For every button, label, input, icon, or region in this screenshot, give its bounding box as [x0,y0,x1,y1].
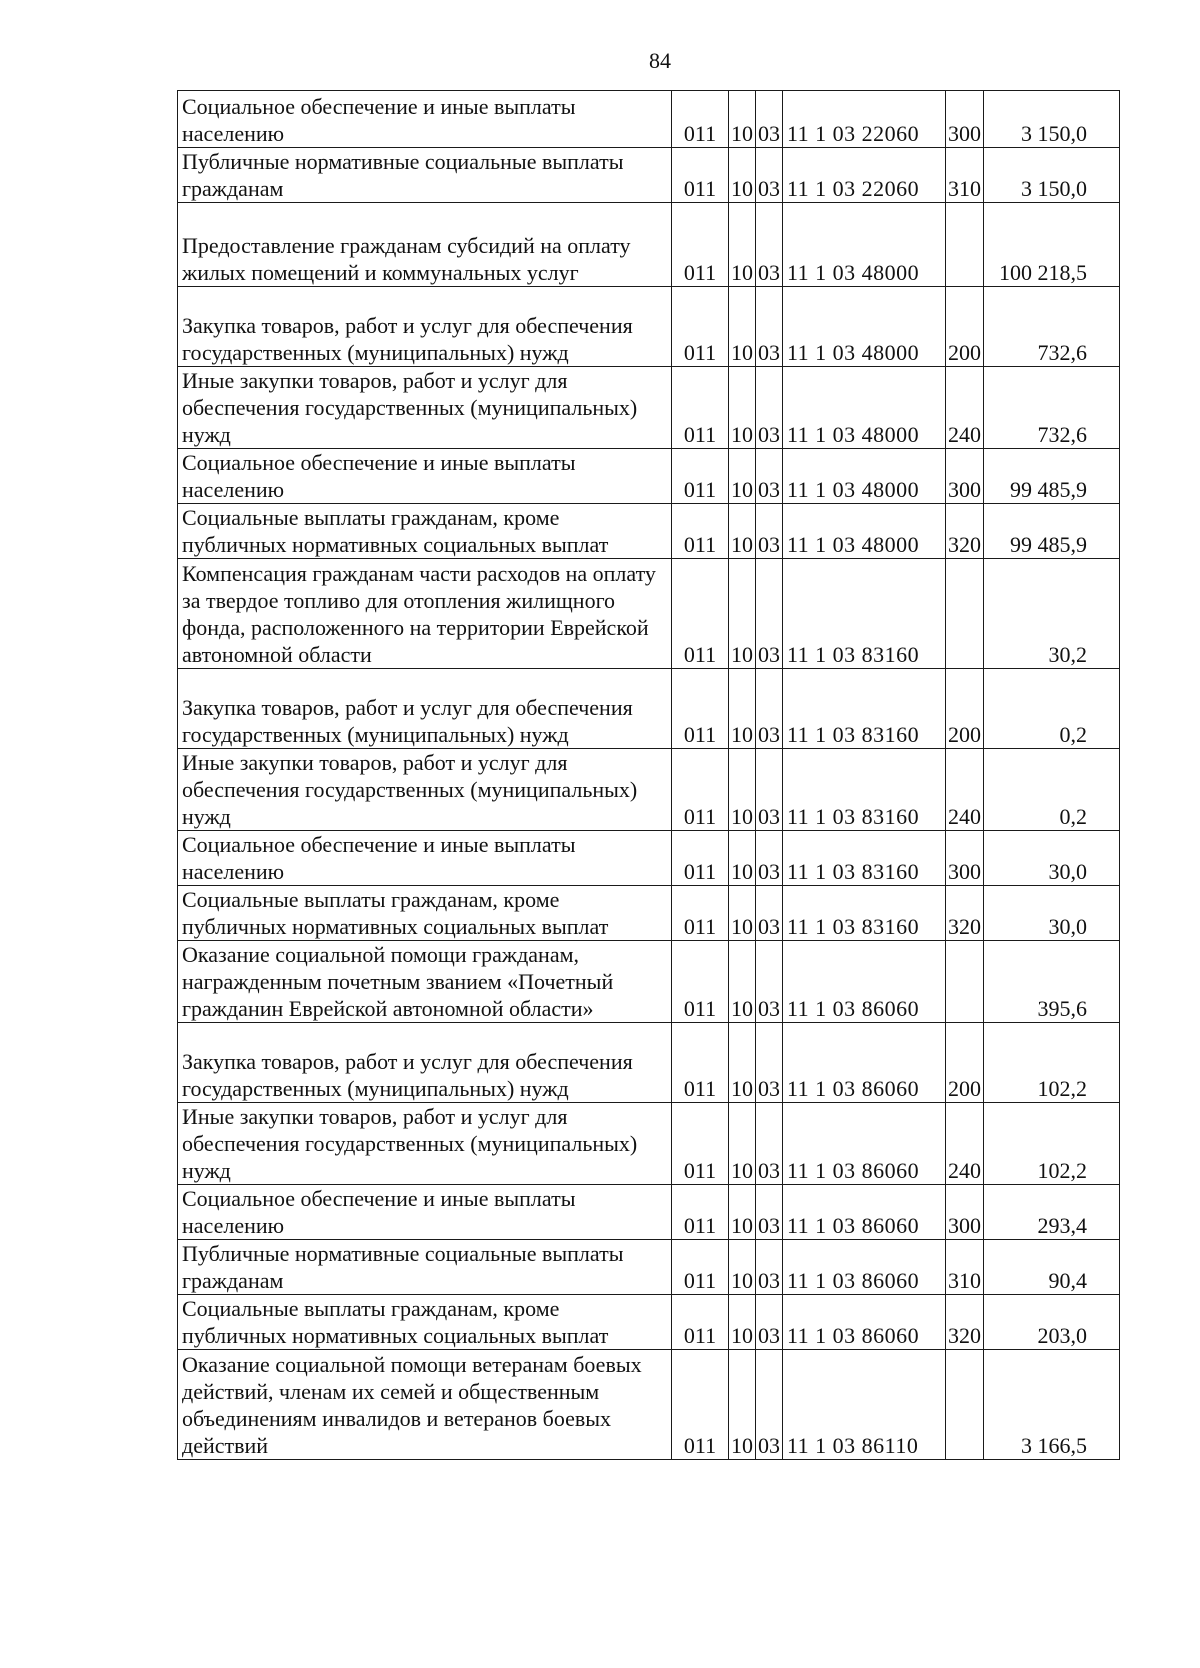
target-article-code: 11 1 03 86060 [783,1240,946,1295]
amount: 3 150,0 [984,148,1120,203]
target-article-code: 11 1 03 86060 [783,1103,946,1185]
target-article-code: 11 1 03 86060 [783,1295,946,1350]
amount: 100 218,5 [984,203,1120,287]
ministry-code: 011 [672,148,729,203]
row-name: Оказание социальной помощи ветеранам боевых действий, членам их семей и общественным объединениям инвалидов и ветеранов боевых действий [178,1350,672,1460]
table-row [178,1350,1120,1460]
target-article-code: 11 1 03 48000 [783,449,946,504]
expense-type-code: 310 [946,148,984,203]
subsection-code: 03 [756,449,783,504]
expense-type-code: 200 [946,287,984,367]
subsection-code: 03 [756,504,783,559]
row-name: Социальное обеспечение и иные выплаты населению [178,1185,672,1240]
row-name: Закупка товаров, работ и услуг для обеспечения государственных (муниципальных) нужд [178,1023,672,1103]
expense-type-code: 200 [946,1023,984,1103]
ministry-code: 011 [672,1240,729,1295]
subsection-code: 03 [756,1023,783,1103]
table-row [178,1103,1120,1185]
target-article-code: 11 1 03 86060 [783,1023,946,1103]
subsection-code: 03 [756,367,783,449]
section-code: 10 [729,367,756,449]
target-article-code: 11 1 03 83160 [783,831,946,886]
table-row [178,1240,1120,1295]
target-article-code: 11 1 03 48000 [783,203,946,287]
target-article-code: 11 1 03 83160 [783,749,946,831]
row-name: Социальные выплаты гражданам, кроме публичных нормативных социальных выплат [178,504,672,559]
table-row [178,203,1120,287]
section-code: 10 [729,1185,756,1240]
table-row [178,669,1120,749]
subsection-code: 03 [756,91,783,148]
target-article-code: 11 1 03 86110 [783,1350,946,1460]
ministry-code: 011 [672,941,729,1023]
ministry-code: 011 [672,1023,729,1103]
subsection-code: 03 [756,1240,783,1295]
row-name: Иные закупки товаров, работ и услуг для обеспечения государственных (муниципальных) нужд [178,749,672,831]
row-name: Социальные выплаты гражданам, кроме публичных нормативных социальных выплат [178,886,672,941]
table-row [178,1023,1120,1103]
ministry-code: 011 [672,449,729,504]
target-article-code: 11 1 03 83160 [783,559,946,669]
row-name: Публичные нормативные социальные выплаты гражданам [178,1240,672,1295]
amount: 3 150,0 [984,91,1120,148]
subsection-code: 03 [756,941,783,1023]
expense-type-code: 240 [946,1103,984,1185]
ministry-code: 011 [672,287,729,367]
section-code: 10 [729,449,756,504]
ministry-code: 011 [672,1185,729,1240]
amount: 293,4 [984,1185,1120,1240]
amount: 0,2 [984,669,1120,749]
expense-type-code: 300 [946,831,984,886]
section-code: 10 [729,886,756,941]
ministry-code: 011 [672,91,729,148]
expense-type-code [946,559,984,669]
expense-type-code [946,941,984,1023]
ministry-code: 011 [672,559,729,669]
amount: 99 485,9 [984,504,1120,559]
expense-type-code: 320 [946,1295,984,1350]
subsection-code: 03 [756,287,783,367]
amount: 90,4 [984,1240,1120,1295]
expense-type-code [946,1350,984,1460]
row-name: Социальное обеспечение и иные выплаты населению [178,831,672,886]
table-row [178,504,1120,559]
expense-type-code: 300 [946,91,984,148]
table-row [178,831,1120,886]
table-row [178,749,1120,831]
target-article-code: 11 1 03 83160 [783,886,946,941]
section-code: 10 [729,148,756,203]
page-number: 84 [649,48,671,73]
table-body [178,91,1120,1460]
ministry-code: 011 [672,831,729,886]
amount: 732,6 [984,367,1120,449]
section-code: 10 [729,203,756,287]
amount: 99 485,9 [984,449,1120,504]
subsection-code: 03 [756,886,783,941]
amount: 203,0 [984,1295,1120,1350]
amount: 102,2 [984,1103,1120,1185]
expense-type-code: 310 [946,1240,984,1295]
table-row [178,886,1120,941]
row-name: Социальное обеспечение и иные выплаты населению [178,449,672,504]
ministry-code: 011 [672,367,729,449]
subsection-code: 03 [756,148,783,203]
subsection-code: 03 [756,831,783,886]
subsection-code: 03 [756,749,783,831]
subsection-code: 03 [756,1185,783,1240]
expense-type-code: 240 [946,749,984,831]
subsection-code: 03 [756,1350,783,1460]
expense-type-code: 300 [946,1185,984,1240]
row-name: Социальные выплаты гражданам, кроме публичных нормативных социальных выплат [178,1295,672,1350]
expense-type-code: 300 [946,449,984,504]
target-article-code: 11 1 03 22060 [783,91,946,148]
amount: 3 166,5 [984,1350,1120,1460]
row-name: Иные закупки товаров, работ и услуг для обеспечения государственных (муниципальных) нужд [178,1103,672,1185]
section-code: 10 [729,1240,756,1295]
section-code: 10 [729,1103,756,1185]
table-row [178,449,1120,504]
amount: 395,6 [984,941,1120,1023]
section-code: 10 [729,941,756,1023]
ministry-code: 011 [672,504,729,559]
table-row [178,941,1120,1023]
row-name: Публичные нормативные социальные выплаты гражданам [178,148,672,203]
target-article-code: 11 1 03 83160 [783,669,946,749]
amount: 30,2 [984,559,1120,669]
subsection-code: 03 [756,203,783,287]
section-code: 10 [729,1350,756,1460]
table-row [178,367,1120,449]
ministry-code: 011 [672,203,729,287]
ministry-code: 011 [672,669,729,749]
table-row [178,559,1120,669]
amount: 102,2 [984,1023,1120,1103]
budget-table [177,90,1120,1460]
row-name: Компенсация гражданам части расходов на оплату за твердое топливо для отопления жилищного фонда, расположенного на территории Еврейской автономной области [178,559,672,669]
table-row [178,148,1120,203]
expense-type-code: 320 [946,886,984,941]
section-code: 10 [729,669,756,749]
row-name: Социальное обеспечение и иные выплаты населению [178,91,672,148]
expense-type-code: 240 [946,367,984,449]
section-code: 10 [729,504,756,559]
subsection-code: 03 [756,559,783,669]
subsection-code: 03 [756,669,783,749]
target-article-code: 11 1 03 48000 [783,367,946,449]
section-code: 10 [729,749,756,831]
section-code: 10 [729,831,756,886]
table-row [178,91,1120,148]
subsection-code: 03 [756,1103,783,1185]
expense-type-code: 200 [946,669,984,749]
row-name: Предоставление гражданам субсидий на оплату жилых помещений и коммунальных услуг [178,203,672,287]
target-article-code: 11 1 03 86060 [783,941,946,1023]
ministry-code: 011 [672,1350,729,1460]
amount: 30,0 [984,831,1120,886]
expense-type-code: 320 [946,504,984,559]
expense-type-code [946,203,984,287]
row-name: Закупка товаров, работ и услуг для обеспечения государственных (муниципальных) нужд [178,287,672,367]
row-name: Закупка товаров, работ и услуг для обеспечения государственных (муниципальных) нужд [178,669,672,749]
target-article-code: 11 1 03 86060 [783,1185,946,1240]
ministry-code: 011 [672,886,729,941]
table-row [178,287,1120,367]
section-code: 10 [729,91,756,148]
ministry-code: 011 [672,1295,729,1350]
section-code: 10 [729,559,756,669]
section-code: 10 [729,287,756,367]
target-article-code: 11 1 03 22060 [783,148,946,203]
row-name: Иные закупки товаров, работ и услуг для обеспечения государственных (муниципальных) нужд [178,367,672,449]
subsection-code: 03 [756,1295,783,1350]
row-name: Оказание социальной помощи гражданам, награжденным почетным званием «Почетный гражданин Еврейской автономной области» [178,941,672,1023]
ministry-code: 011 [672,1103,729,1185]
target-article-code: 11 1 03 48000 [783,287,946,367]
table-row [178,1185,1120,1240]
section-code: 10 [729,1023,756,1103]
amount: 30,0 [984,886,1120,941]
ministry-code: 011 [672,749,729,831]
amount: 732,6 [984,287,1120,367]
target-article-code: 11 1 03 48000 [783,504,946,559]
amount: 0,2 [984,749,1120,831]
table-row [178,1295,1120,1350]
section-code: 10 [729,1295,756,1350]
